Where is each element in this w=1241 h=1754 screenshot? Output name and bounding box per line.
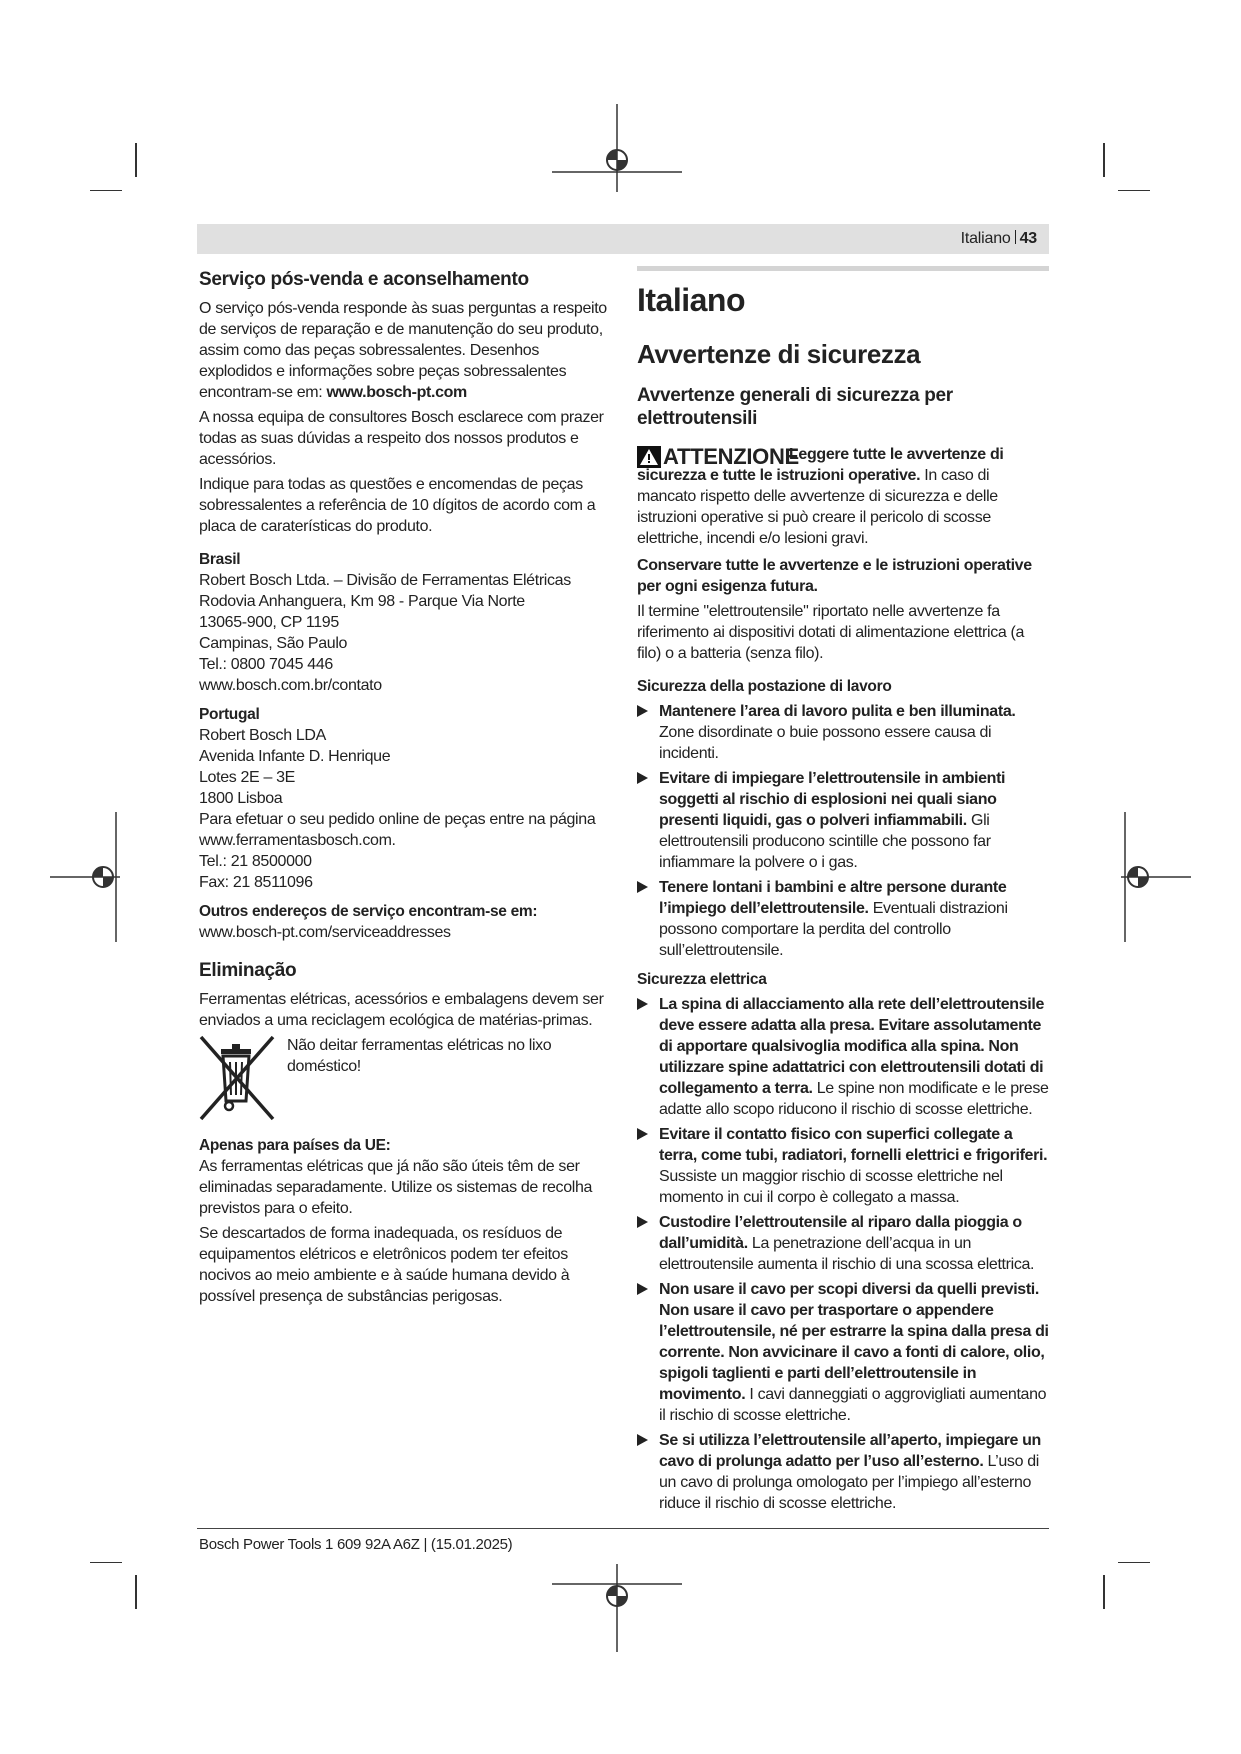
list-item: Tenere lontani i bambini e altre persone durante l’impiego dell’elettroutensile. Eventuali distrazioni possono comportare la perdita del controllo sull’elettroutensile. xyxy=(637,877,1049,961)
safety-title: Avvertenze di sicurezza xyxy=(637,339,921,369)
language-title: Italiano xyxy=(637,282,746,318)
footer-rule xyxy=(197,1528,1049,1529)
bullet-arrow-icon xyxy=(637,1283,648,1295)
list-item: Evitare di impiegare l’elettroutensile in ambienti soggetti al rischio di esplosioni nei quali siano presenti liquidi, gas o polveri infiammabili. Gli elettroutensili producono scintille che possono far infiammare la polvere o i gas. xyxy=(637,768,1049,873)
bullet-arrow-icon xyxy=(637,1216,648,1228)
disposal-paragraph: Ferramentas elétricas, acessórios e embalagens devem ser enviados a uma reciclagem ecológica de matérias-primas. xyxy=(199,991,604,1029)
crop-mark xyxy=(90,1562,122,1563)
crop-mark xyxy=(1118,1562,1150,1563)
electrical-safety-list xyxy=(637,994,1049,1514)
header-section: Italiano xyxy=(960,230,1011,247)
service-title: Serviço pós-venda e aconselhamento xyxy=(199,269,529,290)
workplace-safety-list xyxy=(637,701,1049,961)
eu-paragraph-2: Se descartados de forma inadequada, os resíduos de equipamentos elétricos e eletrônicos podem ter efeitos nocivos ao meio ambiente e à saúde humana devido à possível presença de substâncias perigosas. xyxy=(199,1225,570,1305)
crop-mark xyxy=(1103,143,1105,177)
bullet-arrow-icon xyxy=(637,881,648,893)
crop-mark xyxy=(1103,1575,1105,1609)
keep-instructions: Conservare tutte le avvertenze e le istruzioni operative per ogni esigenza futura. xyxy=(637,557,1032,595)
other-addresses-link: www.bosch-pt.com/serviceaddresses xyxy=(199,924,451,941)
left-column xyxy=(199,268,611,1311)
attention-paragraph: Leggere tutte le avvertenze di sicurezza e tutte le istruzioni operative. In caso di mancato rispetto delle avvertenze di sicurezza e delle istruzioni operative si può creare il pericolo di scosse elettriche, incendi e/o lesioni gravi. xyxy=(637,446,1004,547)
list-item: Mantenere l’area di lavoro pulita e ben illuminata. Zone disordinate o buie possono essere causa di incidenti. xyxy=(637,701,1049,764)
service-link: www.bosch-pt.com xyxy=(326,384,467,401)
service-paragraph-2: A nossa equipa de consultores Bosch esclarece com prazer todas as suas dúvidas a respeito dos nossos produtos e acessórios. xyxy=(199,409,604,468)
brasil-address: Robert Bosch Ltda. – Divisão de Ferramentas Elétricas Rodovia Anhanguera, Km 98 - Parque Via Norte 13065-900, CP 1195 Campinas, São Paulo Tel.: 0800 7045 446 www.bosch.com.br/contato xyxy=(199,572,571,694)
crossed-bin-icon xyxy=(199,1035,277,1123)
weee-text: Não deitar ferramentas elétricas no lixo doméstico! xyxy=(287,1037,552,1075)
page-header xyxy=(197,224,1049,254)
electrical-safety-title: Sicurezza elettrica xyxy=(637,971,767,988)
service-paragraph-3: Indique para todas as questões e encomendas de peças sobressalentes a referência de 10 dígitos de acordo com a placa de caraterísticas do produto. xyxy=(199,476,596,535)
list-item: Se si utilizza l’elettroutensile all’aperto, impiegare un cavo di prolunga adatto per l’uso all’esterno. L’uso di un cavo di prolunga omologato per l’impiego all’esterno riduce il rischio di scosse elettriche. xyxy=(637,1430,1049,1514)
bullet-arrow-icon xyxy=(637,1128,648,1140)
section-rule xyxy=(637,266,1049,271)
eu-paragraph-1: As ferramentas elétricas que já não são úteis têm de ser eliminadas separadamente. Utilize os sistemas de recolha previstos para o efeito. xyxy=(199,1158,593,1217)
footer-text: Bosch Power Tools 1 609 92A A6Z | (15.01.2025) xyxy=(199,1536,513,1553)
eu-title: Apenas para países da UE: xyxy=(199,1137,391,1154)
bullet-arrow-icon xyxy=(637,705,648,717)
registration-mark-icon xyxy=(552,104,682,192)
list-item: La spina di allacciamento alla rete dell’elettroutensile deve essere adatta alla presa. Evitare assolutamente di apportare qualsivoglia modifica alla spina. Non utilizzare spine adattatrici con elettroutensili dotati di collegamento a terra. Le spine non modificate e le prese adatte allo scopo riducono il rischio di scosse elettriche. xyxy=(637,994,1049,1120)
page-number: 43 xyxy=(1019,230,1037,247)
weee-block xyxy=(199,1035,611,1123)
registration-mark-icon xyxy=(552,1564,682,1652)
disposal-title: Eliminação xyxy=(199,960,297,981)
portugal-address: Robert Bosch LDA Avenida Infante D. Henrique Lotes 2E – 3E 1800 Lisboa Para efetuar o seu pedido online de peças entre na página www.ferramentasbosch.com. Tel.: 21 8500000 Fax: 21 8511096 xyxy=(199,727,596,891)
list-item: Evitare il contatto fisico con superfici collegate a terra, come tubi, radiatori, fornelli elettrici e frigoriferi. Sussiste un maggior rischio di scosse elettriche nel momento in cui il corpo è collegato a massa. xyxy=(637,1124,1049,1208)
crop-mark xyxy=(135,1575,137,1609)
registration-mark-icon xyxy=(50,812,120,942)
attention-label: ATTENZIONE xyxy=(637,444,799,470)
workplace-safety-title: Sicurezza della postazione di lavoro xyxy=(637,678,892,695)
right-column xyxy=(637,274,1049,1518)
bullet-arrow-icon xyxy=(637,1434,648,1446)
crop-mark xyxy=(135,143,137,177)
bullet-arrow-icon xyxy=(637,772,648,784)
other-addresses-title: Outros endereços de serviço encontram-se em: xyxy=(199,903,538,920)
term-definition: Il termine "elettroutensile" riportato nelle avvertenze fa riferimento ai dispositivi dotati di alimentazione elettrica (a filo) o a batteria (senza filo). xyxy=(637,603,1025,662)
portugal-title: Portugal xyxy=(199,706,260,723)
list-item: Custodire l’elettroutensile al riparo dalla pioggia o dall’umidità. La penetrazione dell’acqua in un elettroutensile aumenta il rischio di una scossa elettrica. xyxy=(637,1212,1049,1275)
general-safety-title: Avvertenze generali di sicurezza per elettroutensili xyxy=(637,385,953,429)
bullet-arrow-icon xyxy=(637,998,648,1010)
crop-mark xyxy=(1118,190,1150,191)
service-paragraph: O serviço pós-venda responde às suas perguntas a respeito de serviços de reparação e de manutenção do seu produto, assim como das peças sobressalentes. Desenhos explodidos e informações sobre peças sobressalentes encontram-se em: www.bosch-pt.com xyxy=(199,300,607,401)
registration-mark-icon xyxy=(1121,812,1191,942)
crop-mark xyxy=(90,190,122,191)
header-label xyxy=(961,230,1037,248)
brasil-title: Brasil xyxy=(199,551,241,568)
list-item: Non usare il cavo per scopi diversi da quelli previsti. Non usare il cavo per trasportare o appendere l’elettroutensile, né per estrarre la spina dalla presa di corrente. Non avvicinare il cavo a fonti di calore, olio, spigoli taglienti e parti dell’elettroutensile in movimento. I cavi danneggiati o aggrovigliati aumentano il rischio di scosse elettriche. xyxy=(637,1279,1049,1426)
